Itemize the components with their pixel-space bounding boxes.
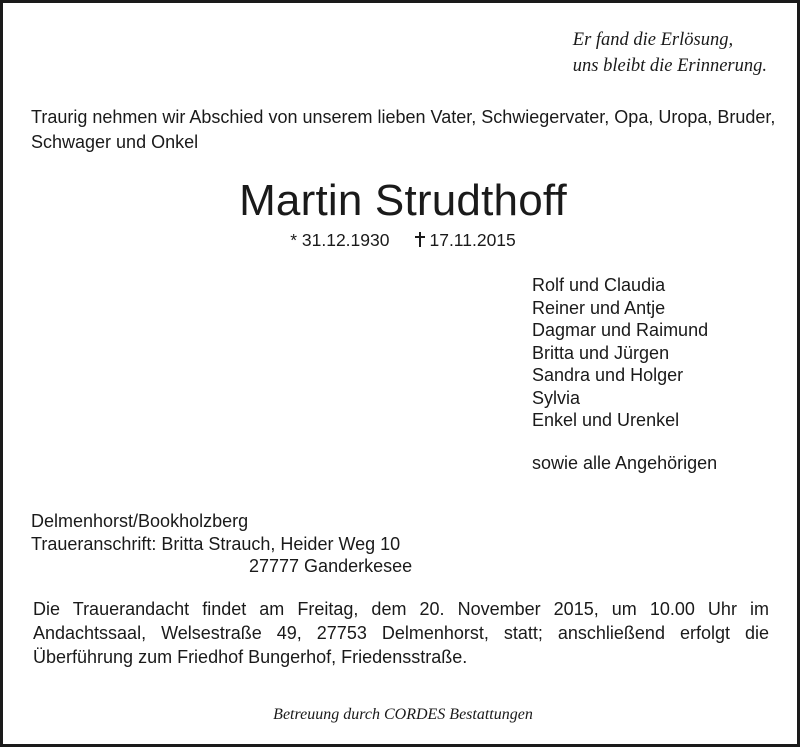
mourner-item: Sandra und Holger — [532, 365, 684, 385]
mourner-item: Sylvia — [532, 387, 581, 408]
deceased-name: Martin Strudthoff — [239, 176, 567, 225]
death-date: 17.11.2015 — [429, 230, 516, 250]
mourner-item: Britta und Jürgen — [532, 342, 670, 363]
mourning-address — [31, 510, 412, 578]
quote-line-1: Er fand die Erlösung, — [572, 30, 734, 50]
service-details: Die Trauerandacht findet am Freitag, dem 20. November 2015, um 10.00 Uhr im Andachtssaal, Welsestraße 49, 27753 Delmenhorst, statt; anschließend erfolgt die Überführung zum Friedhof Bungerhof, Friedensstraße. — [33, 599, 769, 667]
mourner-item: Rolf und Claudia — [532, 275, 666, 295]
intro-text: Traurig nehmen wir Abschied von unserem lieben Vater, Schwiegervater, Opa, Uropa, Bruder, Schwager und Onkel — [31, 107, 776, 152]
address-contact: Traueranschrift: Britta Strauch, Heider Weg 10 — [31, 533, 401, 554]
quote-line-2: uns bleibt die Erinnerung. — [572, 56, 767, 76]
funeral-home-credit: Betreuung durch CORDES Bestattungen — [273, 706, 533, 723]
mourner-item: Reiner und Antje — [532, 297, 666, 318]
relatives-line: sowie alle Angehörigen — [532, 453, 718, 473]
life-dates — [3, 229, 800, 251]
mourners-list — [532, 274, 708, 432]
birth-date: * 31.12.1930 — [290, 230, 390, 250]
mourner-item: Enkel und Urenkel — [532, 410, 680, 430]
address-place: Delmenhorst/Bookholzberg — [31, 511, 249, 531]
address-city: 27777 Ganderkesee — [249, 556, 413, 576]
memorial-quote — [573, 27, 767, 79]
mourner-item: Dagmar und Raimund — [532, 320, 709, 340]
cross-icon — [415, 232, 425, 247]
